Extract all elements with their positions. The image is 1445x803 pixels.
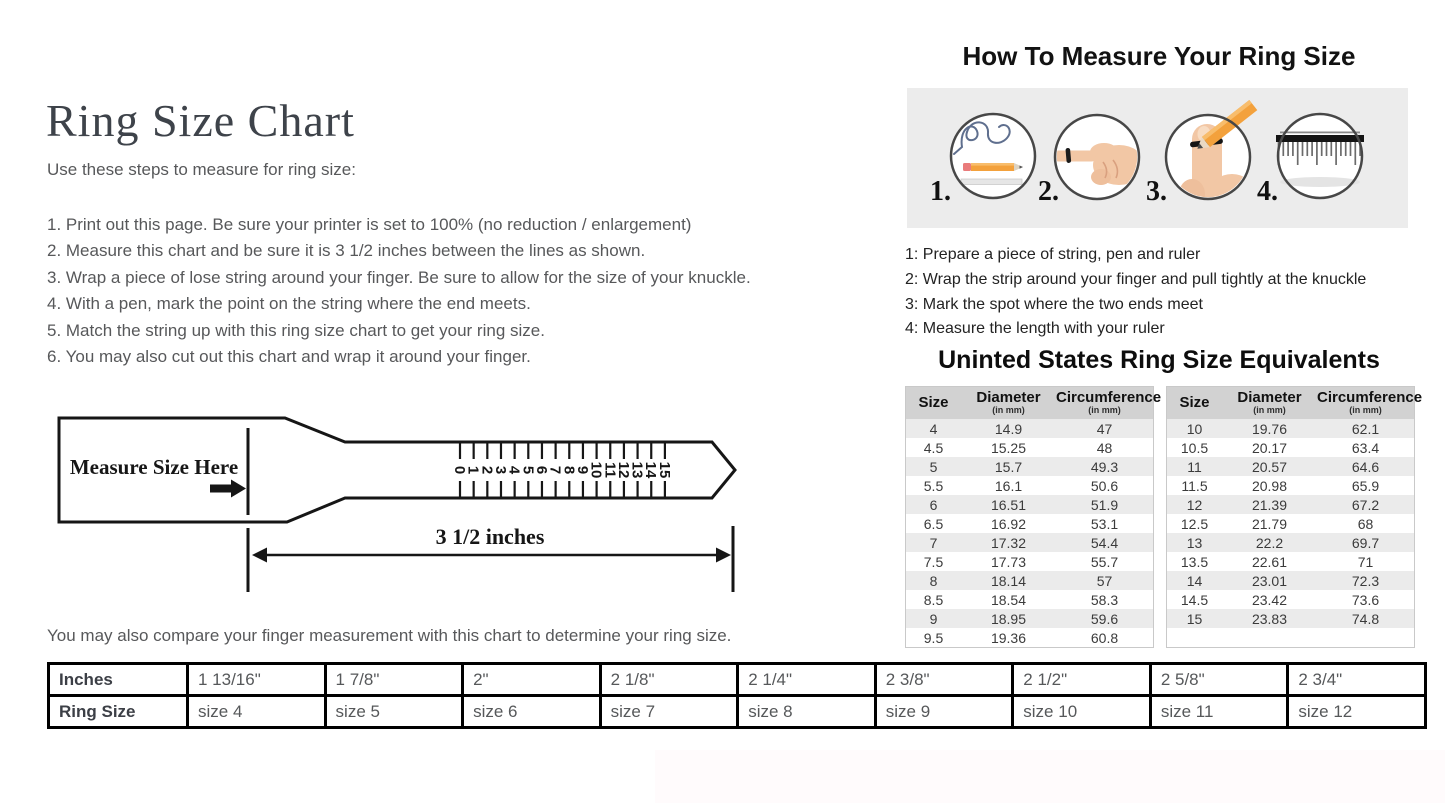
circumference-cell: 55.7 (1090, 553, 1119, 570)
circumference-cell: 63.4 (1351, 439, 1380, 456)
instruction-step: 6. You may also cut out this chart and wrap it around your finger. (47, 347, 531, 367)
size-cell: 11 (1187, 458, 1202, 475)
page-title: Ring Size Chart (46, 95, 355, 146)
diameter-cell: 17.32 (990, 534, 1027, 551)
circumference-cell: 74.8 (1351, 610, 1380, 627)
size-column-header: Size (906, 387, 961, 419)
circumference-cell: 59.6 (1090, 610, 1119, 627)
size-table-header-row (906, 387, 1153, 419)
size-cell: 5.5 (923, 477, 944, 494)
how-to-step: 2: Wrap the strip around your finger and pull tightly at the knuckle (905, 270, 1367, 288)
how-to-illustration-panel (907, 88, 1408, 228)
size-table-row (1167, 533, 1414, 552)
ring-size-value-cell: size 8 (738, 696, 876, 728)
inches-row (49, 664, 1426, 696)
sizer-tick-number: 13 (628, 461, 646, 479)
width-arrow-left-head (252, 548, 267, 563)
how-to-step: 3: Mark the spot where the two ends meet (905, 295, 1203, 313)
sizer-tick-number: 7 (546, 465, 564, 475)
instruction-step: 1. Print out this page. Be sure your printer is set to 100% (no reduction / enlargement) (47, 215, 692, 234)
sizer-tick-number: 15 (655, 461, 673, 479)
size-table-row (906, 495, 1153, 514)
how-to-title: How To Measure Your Ring Size (962, 41, 1356, 71)
inches-row-label: Inches (49, 664, 188, 696)
size-table-row (906, 419, 1153, 438)
diameter-cell: 20.17 (1251, 439, 1288, 456)
sizer-tick-number: 2 (478, 465, 496, 475)
width-label: 3 1/2 inches (435, 524, 545, 549)
size-cell: 14 (1186, 572, 1203, 589)
size-table-row (1167, 514, 1414, 533)
diameter-cell: 20.57 (1251, 458, 1288, 475)
size-column-header: Size (1167, 387, 1222, 419)
size-table-row (906, 533, 1153, 552)
ring-sizer-diagram (47, 410, 747, 600)
size-cell: 7.5 (923, 553, 944, 570)
compare-text: You may also compare your finger measurement with this chart to determine your ring size. (47, 626, 732, 645)
size-cell: 10 (1186, 420, 1203, 437)
circumference-column-header: Circumference (in mm) (1317, 387, 1414, 419)
inches-value-cell: 1 7/8" (325, 664, 463, 696)
circumference-cell: 50.6 (1090, 477, 1119, 494)
size-cell: 15 (1186, 610, 1203, 627)
circumference-cell: 60.8 (1090, 629, 1119, 646)
diameter-cell: 18.95 (990, 610, 1027, 627)
size-table-row (1167, 476, 1414, 495)
size-cell: 8 (929, 572, 938, 589)
size-table-row (906, 457, 1153, 476)
circumference-cell: 54.4 (1090, 534, 1119, 551)
circumference-cell: 73.6 (1351, 591, 1380, 608)
diameter-cell: 14.9 (994, 420, 1023, 437)
ring-size-row-label: Ring Size (49, 696, 188, 728)
inches-value-cell: 1 13/16" (188, 664, 326, 696)
size-cell: 8.5 (923, 591, 944, 608)
diameter-cell: 22.61 (1251, 553, 1288, 570)
circumference-cell: 68 (1357, 515, 1374, 532)
circumference-cell: 69.7 (1351, 534, 1380, 551)
size-table-header-row (1167, 387, 1414, 419)
instruction-step: 4. With a pen, mark the point on the string where the end meets. (47, 294, 531, 314)
size-cell: 9.5 (923, 629, 944, 646)
size-table-row (1167, 590, 1414, 609)
diameter-cell: 16.1 (994, 477, 1023, 494)
sizer-tick-number: 3 (491, 465, 509, 475)
ring-size-value-cell: size 12 (1288, 696, 1426, 728)
circumference-cell: 72.3 (1351, 572, 1380, 589)
intro-text: Use these steps to measure for ring size: (47, 160, 356, 179)
ring-size-row (49, 696, 1426, 728)
circumference-cell: 62.1 (1351, 420, 1380, 437)
ring-size-value-cell: size 11 (1150, 696, 1288, 728)
size-table-row (1167, 457, 1414, 476)
circumference-cell: 48 (1096, 439, 1113, 456)
sizer-tick-number: 12 (614, 461, 632, 479)
inches-value-cell: 2 3/8" (875, 664, 1013, 696)
size-table-row (906, 609, 1153, 628)
circumference-cell: 67.2 (1351, 496, 1380, 513)
circumference-cell: 58.3 (1090, 591, 1119, 608)
size-table-row (906, 628, 1153, 647)
circumference-column-header: Circumference (in mm) (1056, 387, 1153, 419)
how-to-steps-list (905, 243, 1366, 342)
how-to-step: 4: Measure the length with your ruler (905, 320, 1165, 338)
ring-size-value-cell: size 6 (463, 696, 601, 728)
size-table-row (906, 476, 1153, 495)
size-table-row (1167, 571, 1414, 590)
sizer-tick-number: 6 (532, 465, 550, 475)
size-cell: 10.5 (1180, 439, 1209, 456)
diameter-cell: 21.79 (1251, 515, 1288, 532)
size-table-right (1166, 386, 1423, 648)
ring-size-value-cell: size 10 (1013, 696, 1151, 728)
size-cell: 11.5 (1181, 477, 1208, 494)
sizer-tick-number: 1 (464, 465, 482, 475)
diameter-cell: 17.73 (990, 553, 1027, 570)
diameter-column-header: Diameter (in mm) (961, 387, 1056, 419)
diameter-cell: 19.36 (990, 629, 1027, 646)
diameter-cell: 19.76 (1251, 420, 1288, 437)
how-to-step: 1: Prepare a piece of string, pen and ruler (905, 246, 1201, 263)
diameter-cell: 15.25 (990, 439, 1027, 456)
size-cell: 9 (929, 610, 938, 627)
diameter-column-header: Diameter (in mm) (1222, 387, 1317, 419)
size-table-row (906, 571, 1153, 590)
sizer-tick-number: 10 (587, 461, 605, 479)
size-cell: 4.5 (923, 439, 944, 456)
diameter-cell: 16.51 (990, 496, 1027, 513)
circumference-cell: 64.6 (1351, 458, 1380, 475)
size-cell: 6.5 (923, 515, 944, 532)
size-table-left (905, 386, 1162, 648)
diameter-cell: 23.83 (1251, 610, 1288, 627)
circumference-cell: 65.9 (1351, 477, 1380, 494)
size-cell: 13 (1186, 534, 1203, 551)
sizer-tick-number: 8 (560, 465, 578, 475)
inches-value-cell: 2" (463, 664, 601, 696)
footer-highlight (655, 750, 1445, 803)
instruction-step: 2. Measure this chart and be sure it is 3 1/2 inches between the lines as shown. (47, 241, 646, 261)
width-arrow-right-head (716, 548, 731, 563)
size-table-row (1167, 419, 1414, 438)
circumference-cell: 57 (1096, 572, 1113, 589)
sizer-tick-number: 4 (505, 465, 523, 475)
diameter-cell: 22.2 (1255, 534, 1284, 551)
size-cell: 7 (929, 534, 938, 551)
step4-number: 4. (1257, 176, 1278, 207)
size-table-row (906, 514, 1153, 533)
size-cell: 13.5 (1180, 553, 1209, 570)
step3-number: 3. (1146, 176, 1167, 207)
size-cell: 5 (929, 458, 938, 475)
circumference-cell: 47 (1096, 420, 1113, 437)
ring-size-value-cell: size 7 (600, 696, 738, 728)
inches-value-cell: 2 1/2" (1013, 664, 1151, 696)
size-table-row (1167, 552, 1414, 571)
inches-value-cell: 2 3/4" (1288, 664, 1426, 696)
circumference-cell: 49.3 (1090, 458, 1119, 475)
sizer-tick-number: 5 (519, 465, 537, 475)
inches-value-cell: 2 1/8" (600, 664, 738, 696)
size-table-row (906, 590, 1153, 609)
size-cell: 14.5 (1180, 591, 1209, 608)
ring-size-value-cell: size 4 (188, 696, 326, 728)
instruction-step: 3. Wrap a piece of lose string around your finger. Be sure to allow for the size of your knuckle. (47, 267, 751, 287)
circumference-cell: 53.1 (1090, 515, 1119, 532)
size-cell: 12.5 (1180, 515, 1209, 532)
sizer-tick-number: 9 (573, 465, 591, 475)
diameter-cell: 23.01 (1251, 572, 1288, 589)
sizer-tick-number: 14 (642, 461, 660, 479)
circumference-cell: 51.9 (1090, 496, 1119, 513)
size-table-row (1167, 495, 1414, 514)
equivalents-title: Uninted States Ring Size Equivalents (938, 346, 1380, 374)
diameter-cell: 18.14 (990, 572, 1027, 589)
size-cell: 6 (929, 496, 938, 513)
size-table-row (1167, 609, 1414, 628)
size-cell: 12 (1186, 496, 1203, 513)
step1-number: 1. (930, 176, 951, 207)
size-cell: 4 (929, 420, 938, 437)
diameter-cell: 16.92 (990, 515, 1027, 532)
circumference-cell: 71 (1357, 553, 1374, 570)
measure-size-here-label: Measure Size Here (69, 455, 239, 479)
ring-size-value-cell: size 5 (325, 696, 463, 728)
size-table-row (906, 438, 1153, 457)
step2-number: 2. (1038, 176, 1059, 207)
diameter-cell: 23.42 (1251, 591, 1288, 608)
conversion-table (47, 662, 1427, 729)
diameter-cell: 20.98 (1251, 477, 1288, 494)
ring-size-value-cell: size 9 (875, 696, 1013, 728)
inches-value-cell: 2 1/4" (738, 664, 876, 696)
size-table-row (1167, 438, 1414, 457)
diameter-cell: 18.54 (990, 591, 1027, 608)
diameter-cell: 15.7 (994, 458, 1023, 475)
inches-value-cell: 2 5/8" (1150, 664, 1288, 696)
size-table-row (906, 552, 1153, 571)
sizer-tick-number: 11 (601, 462, 619, 478)
instruction-step: 5. Match the string up with this ring size chart to get your ring size. (47, 320, 545, 340)
diameter-cell: 21.39 (1251, 496, 1288, 513)
instruction-steps-list (47, 212, 807, 370)
sizer-tick-number: 0 (451, 465, 468, 475)
